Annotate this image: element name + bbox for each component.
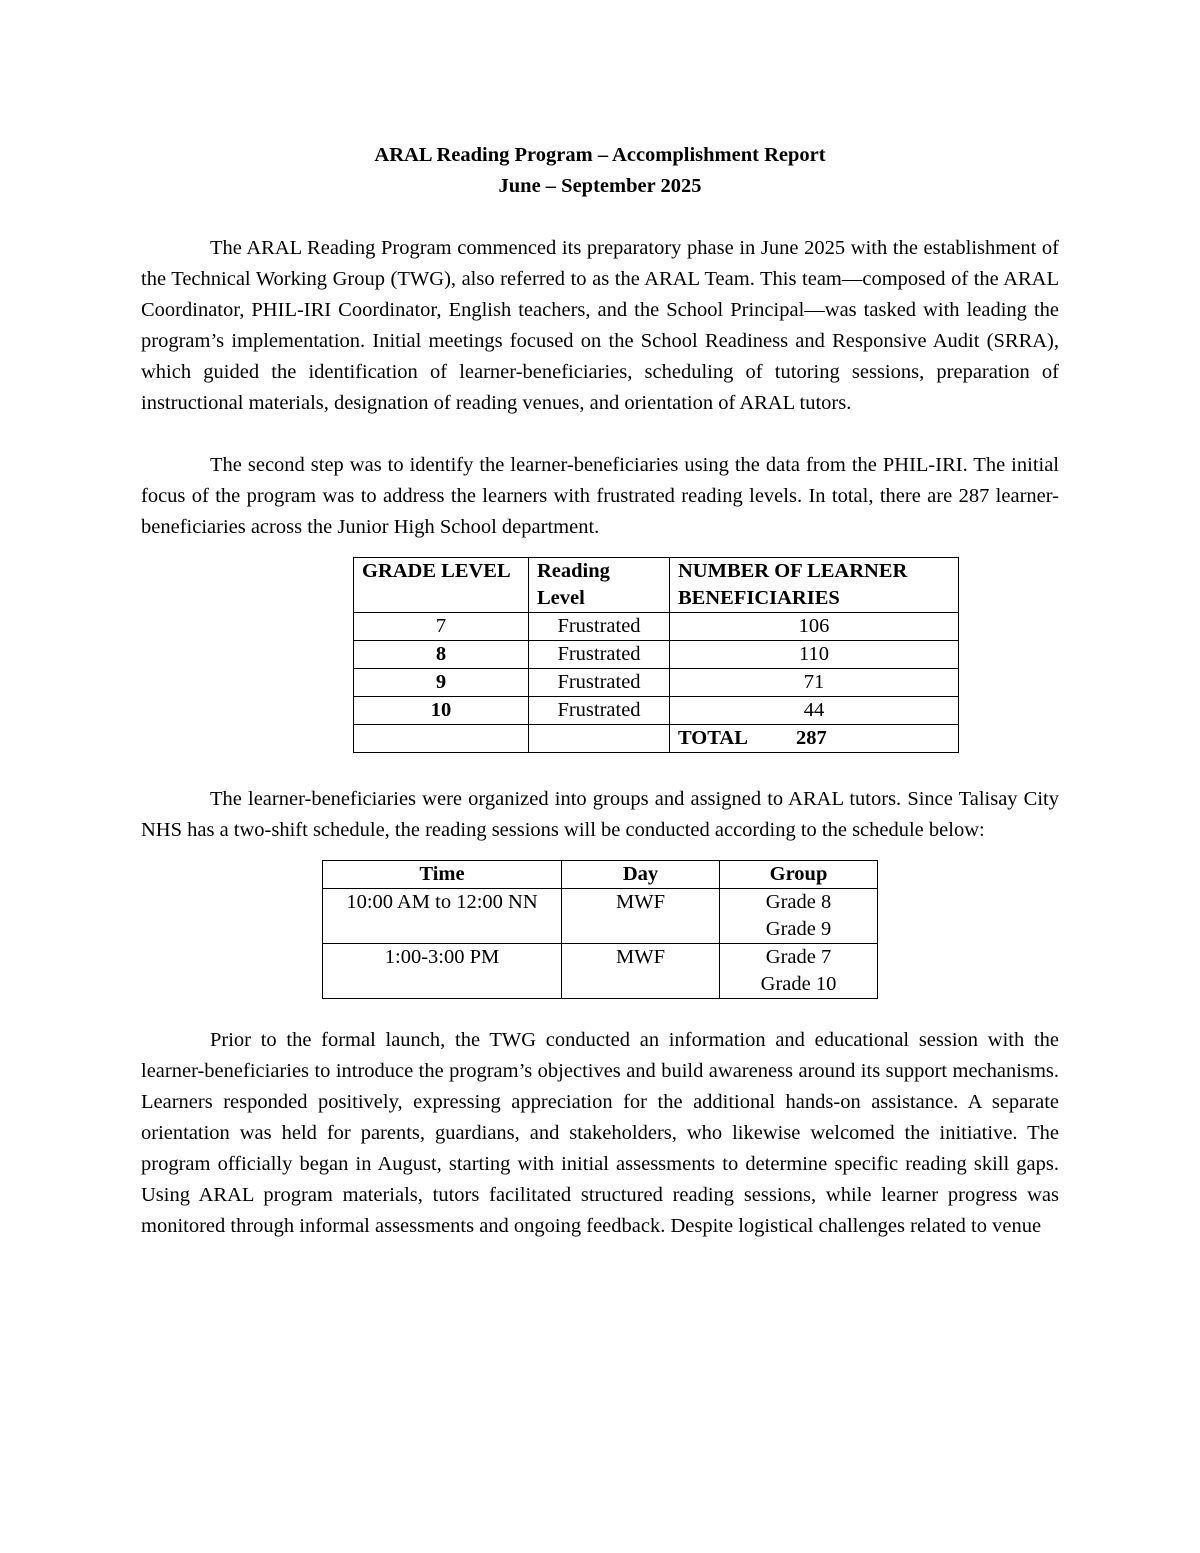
empty-cell	[529, 725, 670, 753]
paragraph-preparatory-phase: The ARAL Reading Program commenced its preparatory phase in June 2025 with the establishment of the Technical Working Group (TWG), also referred to as the ARAL Team. This team—composed of the ARAL Coordinator, PHIL-IRI Coordinator, English teachers, and the School Principal—was tasked with leading the program’s implementation. Initial meetings focused on the School Readiness and Responsive Audit (SRRA), which guided the identification of learner-beneficiaries, scheduling of tutoring sessions, preparation of instructional materials, designation of reading venues, and orientation of ARAL tutors.	[141, 237, 1059, 414]
paragraph-identification: The second step was to identify the learner-beneficiaries using the data from the PHIL-IRI. The initial focus of the program was to address the learners with frustrated reading levels. In total, there are 287 learner-beneficiaries across the Junior High School department.	[141, 454, 1059, 538]
header-day: Day	[562, 861, 720, 889]
header-number-of-beneficiaries: NUMBER OF LEARNER BENEFICIARIES	[670, 558, 959, 613]
count-cell: 44	[670, 697, 959, 725]
total-value: 287	[796, 727, 827, 749]
total-cell	[670, 725, 959, 753]
paragraph-launch: Prior to the formal launch, the TWG conducted an information and educational session with the learner-beneficiaries to introduce the program’s objectives and build awareness around its support mechanisms. Learners responded positively, expressing appreciation for the additional hands-on assistance. A separate orientation was held for parents, guardians, and stakeholders, who likewise welcomed the initiative. The program officially began in August, starting with initial assessments to determine specific reading skill gaps. Using ARAL program materials, tutors facilitated structured reading sessions, while learner progress was monitored through informal assessments and ongoing feedback. Despite logistical challenges related to venue	[141, 1029, 1059, 1237]
table-row	[354, 697, 959, 725]
group-item: Grade 9	[765, 918, 832, 940]
grade-cell: 10	[354, 697, 529, 725]
day-cell: MWF	[562, 944, 720, 999]
reading-level-cell: Frustrated	[529, 697, 670, 725]
empty-cell	[354, 725, 529, 753]
header-reading-level: Reading Level	[529, 558, 670, 613]
group-cell	[720, 889, 878, 944]
time-cell: 10:00 AM to 12:00 NN	[323, 889, 562, 944]
count-cell: 106	[670, 613, 959, 641]
total-label: TOTAL	[678, 727, 748, 749]
header-group: Group	[720, 861, 878, 889]
count-cell: 71	[670, 669, 959, 697]
reading-level-cell: Frustrated	[529, 669, 670, 697]
beneficiaries-table	[353, 557, 959, 753]
reading-level-cell: Frustrated	[529, 641, 670, 669]
grade-cell: 9	[354, 669, 529, 697]
table-row	[323, 889, 878, 944]
count-cell: 110	[670, 641, 959, 669]
reading-level-cell: Frustrated	[529, 613, 670, 641]
group-cell	[720, 944, 878, 999]
header-time: Time	[323, 861, 562, 889]
report-period: June – September 2025	[498, 175, 702, 197]
group-item: Grade 7	[765, 946, 832, 968]
table-total-row	[354, 725, 959, 753]
grade-cell: 8	[354, 641, 529, 669]
report-title: ARAL Reading Program – Accomplishment Report	[374, 144, 826, 166]
group-item: Grade 8	[765, 891, 832, 913]
table-row	[354, 641, 959, 669]
day-cell: MWF	[562, 889, 720, 944]
table-header-row	[354, 558, 959, 613]
group-item: Grade 10	[760, 973, 837, 995]
table-row	[323, 944, 878, 999]
table-row	[354, 669, 959, 697]
time-cell: 1:00-3:00 PM	[323, 944, 562, 999]
schedule-table	[322, 860, 878, 999]
table-header-row	[323, 861, 878, 889]
document-page	[141, 140, 1059, 1242]
paragraph-grouping: The learner-beneficiaries were organized into groups and assigned to ARAL tutors. Since Talisay City NHS has a two-shift schedule, the reading sessions will be conducted according to the schedule below:	[141, 788, 1059, 841]
table-row	[354, 613, 959, 641]
grade-cell: 7	[354, 613, 529, 641]
header-grade-level: GRADE LEVEL	[354, 558, 529, 613]
